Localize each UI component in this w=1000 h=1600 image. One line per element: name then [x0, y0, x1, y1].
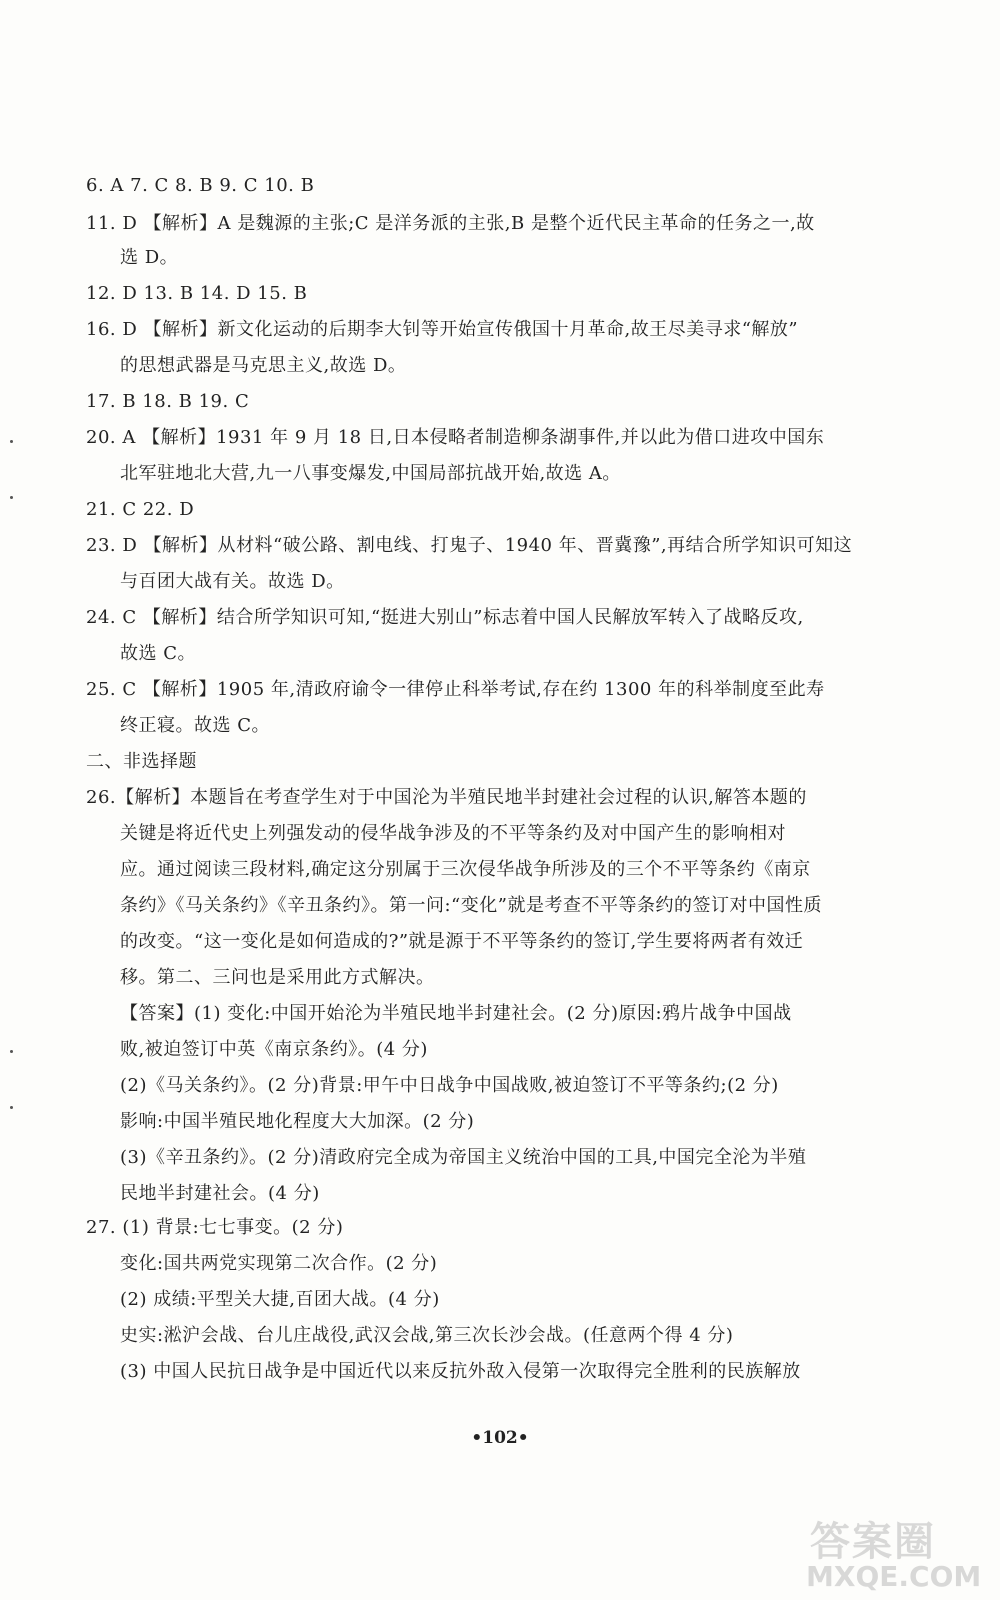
text-line: 11. D 【解析】A 是魏源的主张;C 是洋务派的主张,B 是整个近代民主革命的任务之一,故 [86, 213, 815, 234]
text-line: 26.【解析】本题旨在考查学生对于中国沦为半殖民地半封建社会过程的认识,解答本题的 [86, 787, 807, 808]
text-line: 16. D 【解析】新文化运动的后期李大钊等开始宣传俄国十月革命,故王尽美寻求“解放” [86, 319, 799, 340]
text-line: 北军驻地北大营,九一八事变爆发,中国局部抗战开始,故选 A。 [120, 463, 621, 484]
text-line: (3)《辛丑条约》。(2 分)清政府完全成为帝国主义统治中国的工具,中国完全沦为半殖 [120, 1147, 807, 1168]
text-line: 24. C 【解析】结合所学知识可知,“挺进大别山”标志着中国人民解放军转入了战略反攻, [86, 607, 804, 628]
text-line: 21. C 22. D [86, 499, 195, 520]
text-line: 27. (1) 背景:七七事变。(2 分) [86, 1217, 344, 1238]
text-line: 6. A 7. C 8. B 9. C 10. B [86, 175, 315, 196]
text-line: 选 D。 [120, 247, 179, 268]
text-line: 关键是将近代史上列强发动的侵华战争涉及的不平等条约及对中国产生的影响相对 [120, 823, 786, 844]
scan-speck [10, 1106, 13, 1109]
text-line: 的思想武器是马克思主义,故选 D。 [120, 355, 407, 376]
text-line: 败,被迫签订中英《南京条约》。(4 分) [120, 1039, 428, 1060]
text-line: 20. A 【解析】1931 年 9 月 18 日,日本侵略者制造柳条湖事件,并以此为借口进攻中国东 [86, 427, 825, 448]
page-number: •102• [471, 1428, 529, 1448]
watermark-url: MXQE.COM [806, 1560, 982, 1593]
text-line: 应。通过阅读三段材料,确定这分别属于三次侵华战争所涉及的三个不平等条约《南京 [120, 859, 811, 880]
text-line: 终正寝。故选 C。 [120, 715, 270, 736]
text-line: 【答案】(1) 变化:中国开始沦为半殖民地半封建社会。(2 分)原因:鸦片战争中国战 [120, 1003, 792, 1024]
text-line: 的改变。“这一变化是如何造成的?”就是源于不平等条约的签订,学生要将两者有效迁 [120, 931, 804, 952]
text-line: 影响:中国半殖民地化程度大大加深。(2 分) [120, 1111, 475, 1132]
text-line: (2) 成绩:平型关大捷,百团大战。(4 分) [120, 1289, 440, 1310]
scan-speck [10, 1050, 13, 1053]
text-line: (3) 中国人民抗日战争是中国近代以来反抗外敌入侵第一次取得完全胜利的民族解放 [120, 1361, 801, 1382]
text-line: 12. D 13. B 14. D 15. B [86, 283, 308, 304]
text-line: 23. D 【解析】从材料“破公路、割电线、打鬼子、1940 年、晋冀豫”,再结合所学知识可知这 [86, 535, 853, 556]
text-line: 二、非选择题 [86, 751, 197, 772]
text-line: 25. C 【解析】1905 年,清政府谕令一律停止科举考试,存在约 1300 年的科举制度至此寿 [86, 679, 825, 700]
watermark-logo [800, 1510, 990, 1596]
text-line: 史实:淞沪会战、台儿庄战役,武汉会战,第三次长沙会战。(任意两个得 4 分) [120, 1325, 734, 1346]
text-line: 变化:国共两党实现第二次合作。(2 分) [120, 1253, 438, 1274]
text-line: 移。第二、三问也是采用此方式解决。 [120, 967, 435, 988]
text-line: 17. B 18. B 19. C [86, 391, 250, 412]
text-line: 民地半封建社会。(4 分) [120, 1183, 320, 1204]
watermark-title: 答案圈 [810, 1518, 936, 1565]
scan-speck [10, 440, 13, 443]
scan-speck [10, 496, 13, 499]
text-line: (2)《马关条约》。(2 分)背景:甲午中日战争中国战败,被迫签订不平等条约;(2 分) [120, 1075, 779, 1096]
text-line: 与百团大战有关。故选 D。 [120, 571, 345, 592]
text-line: 故选 C。 [120, 643, 196, 664]
text-line: 条约》《马关条约》《辛丑条约》。第一问:“变化”就是考查不平等条约的签订对中国性质 [120, 895, 822, 916]
